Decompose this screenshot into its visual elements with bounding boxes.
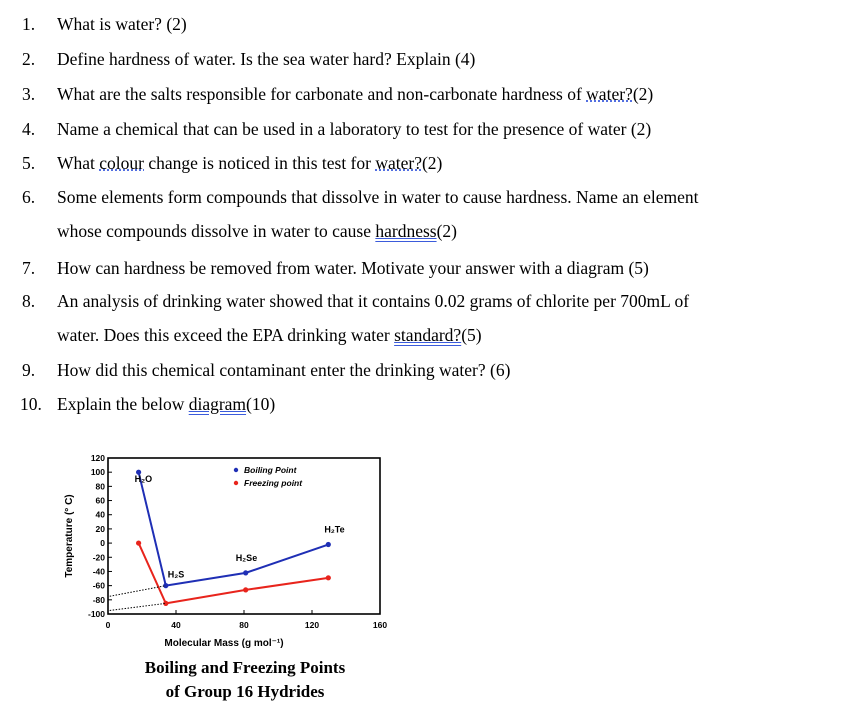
question-text-line2: whose compounds dissolve in water to cause hardness(2) (57, 221, 457, 241)
question-number: 8. (22, 291, 36, 311)
boiling-point-marker (243, 570, 248, 575)
x-axis-label: Molecular Mass (g mol⁻¹) (164, 638, 284, 649)
question-text: An analysis of drinking water showed that it contains 0.02 grams of chlorite per 700mL of (57, 291, 690, 311)
legend-freezing-label: Freezing point (244, 478, 303, 488)
x-tick-label: 0 (105, 620, 111, 630)
freezing-point-marker (243, 587, 248, 592)
y-tick-label: 0 (100, 538, 105, 549)
question-number: 6. (22, 187, 36, 207)
question-text: Some elements form compounds that dissolve in water to cause hardness. Name an element (57, 187, 699, 207)
x-tick-label: 80 (239, 620, 249, 630)
hydride-label: H₂Te (324, 524, 345, 535)
question-text: What are the salts responsible for carbonate and non-carbonate hardness of water?(2) (57, 84, 654, 104)
question-number: 4. (22, 119, 36, 139)
x-tick-label: 120 (304, 620, 320, 630)
question-number: 9. (22, 360, 36, 380)
y-tick-label: -100 (87, 609, 105, 619)
question-text: How did this chemical contaminant enter the drinking water? (6) (57, 360, 511, 380)
question-number: 10. (20, 394, 42, 414)
x-tick-label: 40 (171, 620, 181, 630)
question-text: What is water? (2) (57, 14, 187, 34)
y-tick-label: 100 (90, 467, 105, 478)
question-text: How can hardness be removed from water. Motivate your answer with a diagram (5) (57, 258, 649, 278)
question-text: Define hardness of water. Is the sea water hard? Explain (4) (57, 49, 476, 69)
question-number: 7. (22, 258, 36, 278)
hydride-label: H₂Se (235, 552, 258, 563)
boiling-point-marker (326, 542, 331, 547)
y-tick-label: 60 (95, 495, 105, 506)
question-number: 3. (22, 84, 36, 104)
freezing-point-marker (326, 575, 331, 580)
hydride-label: H₂O (134, 474, 153, 485)
chart-annotations (135, 474, 345, 579)
hydrides-chart (58, 453, 388, 649)
chart-caption-line2: of Group 16 Hydrides (165, 682, 325, 701)
legend-boiling-label: Boiling Point (244, 465, 297, 475)
question-number: 1. (22, 14, 36, 34)
y-tick-label: 80 (95, 481, 105, 492)
question-text: What colour change is noticed in this test for water?(2) (57, 153, 443, 173)
freezing-point-marker (136, 540, 141, 545)
y-tick-label: -20 (92, 552, 105, 563)
hydride-label: H₂S (167, 569, 185, 580)
y-tick-label: 40 (95, 509, 105, 520)
chart-legend (234, 465, 303, 488)
chart-series (110, 470, 331, 611)
legend-freezing-marker (234, 481, 238, 485)
extrapolated-dotted-line (110, 603, 166, 610)
y-axis-label: Temperature (° C) (64, 494, 75, 578)
question-text-line2: water. Does this exceed the EPA drinking water standard?(5) (57, 325, 482, 345)
y-tick-label: 120 (90, 453, 105, 463)
x-tick-label: 160 (372, 620, 388, 630)
boiling-point-line (139, 472, 329, 585)
question-text: Name a chemical that can be used in a laboratory to test for the presence of water (2) (57, 119, 652, 139)
chart-ticks (88, 453, 387, 630)
legend-boiling-marker (234, 468, 238, 472)
question-number: 2. (22, 49, 36, 69)
question-text: Explain the below diagram(10) (57, 394, 276, 414)
y-tick-label: 20 (95, 523, 105, 534)
chart-caption-line1: Boiling and Freezing Points (144, 658, 346, 677)
y-tick-label: -80 (92, 594, 105, 605)
extrapolated-dotted-line (110, 586, 166, 597)
y-tick-label: -40 (92, 566, 105, 577)
question-number: 5. (22, 153, 36, 173)
y-tick-label: -60 (92, 580, 105, 591)
